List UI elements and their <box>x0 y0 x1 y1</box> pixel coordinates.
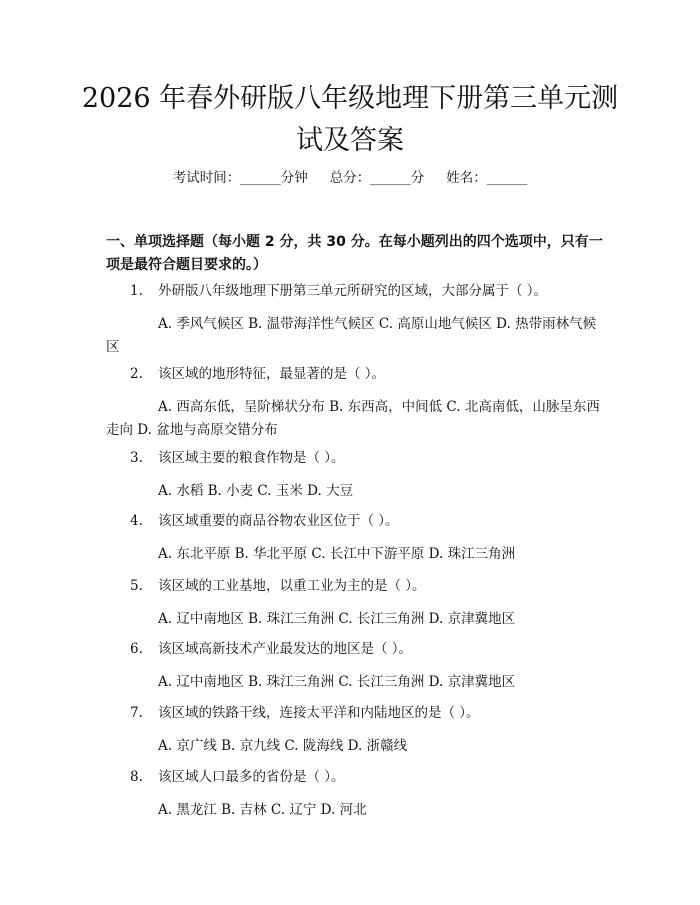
question-stem <box>106 766 600 789</box>
question-stem <box>106 510 600 533</box>
question-options: A. 水稻 B. 小麦 C. 玉米 D. 大豆 <box>158 483 354 499</box>
question-options: A. 西高东低，呈阶梯状分布 B. 东西高，中间低 C. 北高南低，山脉呈东西走向 D. 盆地与高原交错分布 <box>106 399 600 438</box>
document-title <box>80 78 620 162</box>
question-number: 2. <box>130 366 143 382</box>
question-number: 8. <box>130 769 143 785</box>
exam-info-line <box>0 168 700 188</box>
question-stem <box>106 638 600 661</box>
question-options: A. 辽中南地区 B. 珠江三角洲 C. 长江三角洲 D. 京津冀地区 <box>158 611 516 627</box>
question-number: 7. <box>130 705 143 721</box>
question-text: 该区域重要的商品谷物农业区位于（ ）。 <box>158 513 399 529</box>
question-text: 该区域的工业基地，以重工业为主的是（ ）。 <box>158 578 426 594</box>
question-options: A. 黑龙江 B. 吉林 C. 辽宁 D. 河北 <box>158 802 367 818</box>
question-stem <box>106 575 600 598</box>
title-line-2: 试及答案 <box>296 125 404 156</box>
title-line-1: 2026 年春外研版八年级地理下册第三单元测 <box>81 83 619 114</box>
question-text: 该区域的地形特征，最显著的是（ ）。 <box>158 366 386 382</box>
question-number: 1. <box>130 283 143 299</box>
name-field: 姓名：______ <box>446 170 528 186</box>
question-stem <box>106 280 600 303</box>
question-options: A. 季风气候区 B. 温带海洋性气候区 C. 高原山地气候区 D. 热带雨林气候区 <box>106 316 597 355</box>
question-text: 该区域高新技术产业最发达的地区是（ ）。 <box>158 641 413 657</box>
question-stem <box>106 363 600 386</box>
question-number: 5. <box>130 578 143 594</box>
question-text: 该区域的铁路干线，连接太平洋和内陆地区的是（ ）。 <box>158 705 480 721</box>
question-options: A. 辽中南地区 B. 珠江三角洲 C. 长江三角洲 D. 京津冀地区 <box>158 674 516 690</box>
question-number: 6. <box>130 641 143 657</box>
question-options: A. 东北平原 B. 华北平原 C. 长江中下游平原 D. 珠江三角洲 <box>158 546 516 562</box>
section-heading: 一、单项选择题（每小题 2 分，共 30 分。在每小题列出的四个选项中，只有一项是最符合题目要求的。） <box>106 234 603 273</box>
question-stem <box>106 447 600 470</box>
question-text: 该区域人口最多的省份是（ ）。 <box>158 769 345 785</box>
question-number: 4. <box>130 513 143 529</box>
exam-time-field: 考试时间：______分钟 <box>172 170 308 186</box>
question-options: A. 京广线 B. 京九线 C. 陇海线 D. 浙赣线 <box>158 738 408 754</box>
question-number: 3. <box>130 450 143 466</box>
total-score-field: 总分：______分 <box>329 170 425 186</box>
question-text: 该区域主要的粮食作物是（ ）。 <box>158 450 345 466</box>
question-stem <box>106 702 600 725</box>
question-text: 外研版八年级地理下册第三单元所研究的区域，大部分属于（ ）。 <box>158 283 548 299</box>
